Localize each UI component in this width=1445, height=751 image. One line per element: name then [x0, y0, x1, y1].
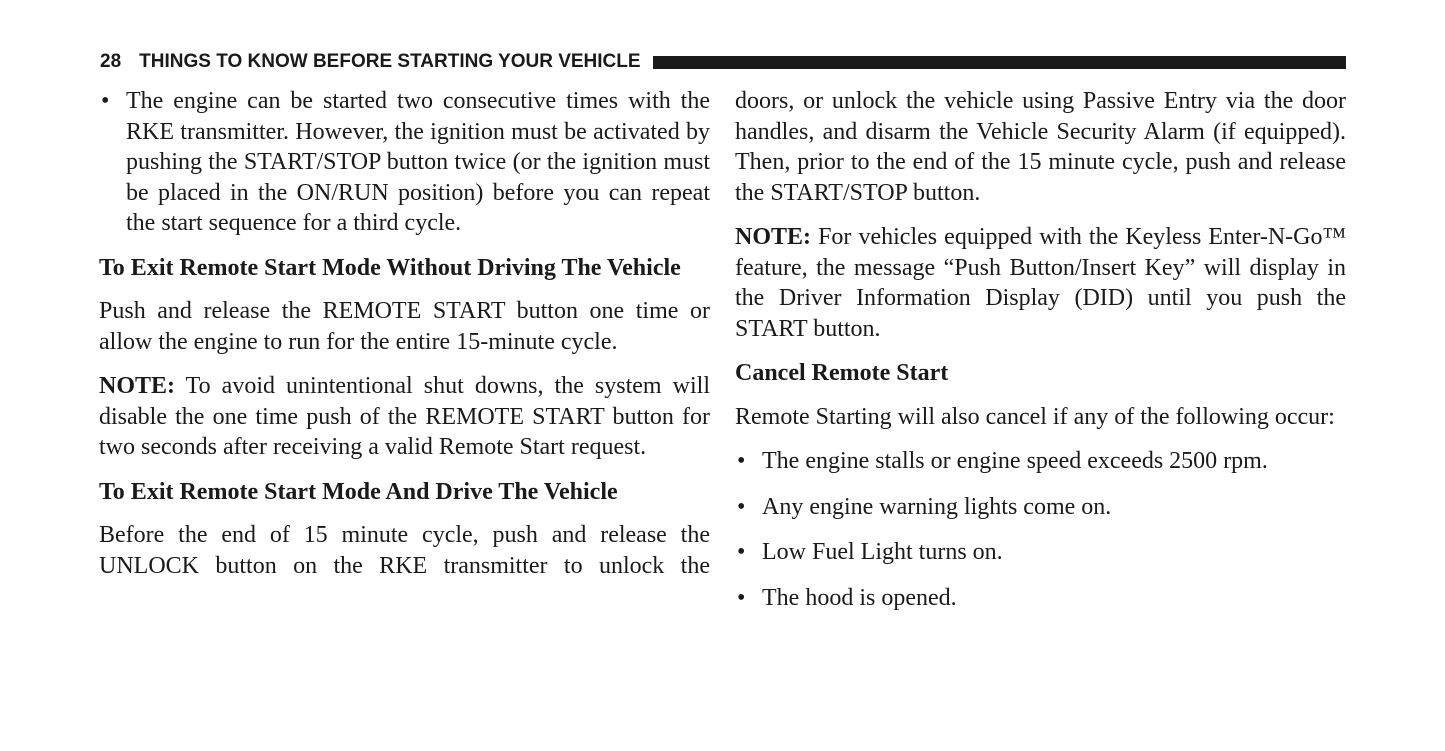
list-item: • The engine can be started two consecutive times with the RKE transmitter. However, the ignition must be activated by pushing the START/STOP button twice (or the ignition must be placed in the ON/RUN position) before you can repeat the start sequence for a third cycle.: [99, 86, 710, 239]
cancel-conditions-list: [735, 446, 1346, 613]
list-item: • Low Fuel Light turns on.: [735, 537, 1346, 568]
section-heading-exit-and-drive: To Exit Remote Start Mode And Drive The Vehicle: [99, 478, 618, 505]
chapter-title: THINGS TO KNOW BEFORE STARTING YOUR VEHICLE: [139, 51, 641, 72]
list-item: • Any engine warning lights come on.: [735, 492, 1346, 523]
note-text: For vehicles equipped with the Keyless Enter-N-Go™ feature, the message “Push Button/Insert Key” will display in the Driver Information Display (DID) until you push the START button.: [735, 224, 1346, 342]
left-bullet-list: [99, 86, 710, 239]
paragraph: Remote Starting will also cancel if any of the following occur:: [735, 403, 1335, 430]
section-heading-cancel-remote-start: Cancel Remote Start: [735, 360, 949, 386]
note-label: NOTE:: [735, 224, 812, 250]
note-paragraph: [735, 222, 1346, 344]
note-paragraph: [99, 371, 710, 463]
page-header: [100, 50, 1346, 74]
right-column: [735, 86, 1346, 628]
note-label: NOTE:: [99, 373, 176, 399]
left-column: [99, 86, 710, 595]
list-item: • The engine stalls or engine speed exceeds 2500 rpm.: [735, 446, 1346, 477]
section-heading-exit-without-driving: To Exit Remote Start Mode Without Driving The Vehicle: [99, 254, 681, 281]
paragraph: doors, or unlock the vehicle using Passive Entry via the door handles, and disarm the Vehicle Security Alarm (if equipped). Then, prior to the end of the 15 minute cycle, push and release the START/STOP button.: [735, 88, 1346, 206]
page-number: 28: [100, 51, 122, 72]
header-rule: [653, 56, 1346, 69]
note-text: To avoid unintentional shut downs, the system will disable the one time push of the REMOTE START button for two seconds after receiving a valid Remote Start request.: [99, 373, 710, 460]
list-item: • The hood is opened.: [735, 583, 1346, 614]
paragraph: Before the end of 15 minute cycle, push and release the UNLOCK button on the RKE transmitter to unlock the: [99, 522, 710, 579]
paragraph: Push and release the REMOTE START button one time or allow the engine to run for the entire 15-minute cycle.: [99, 298, 710, 355]
